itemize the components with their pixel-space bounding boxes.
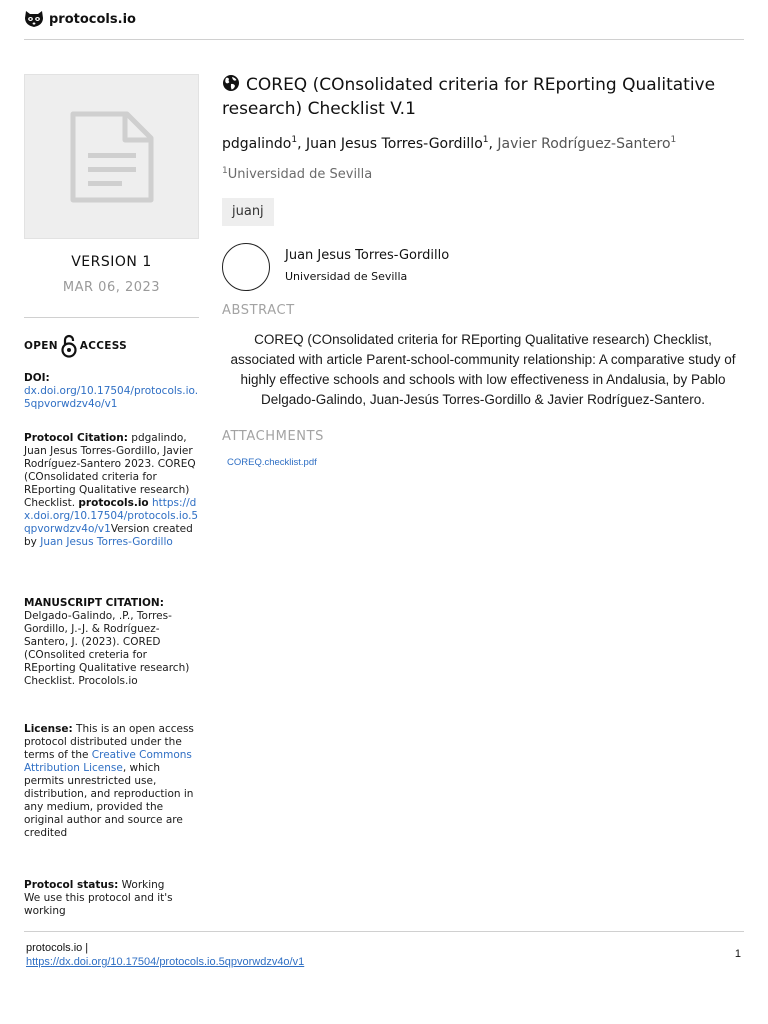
- license-block: [24, 723, 199, 840]
- status-value: Working: [118, 879, 165, 891]
- author-list: pdgalindo$^1$, Juan Jesus Torres-Gordillo$^1$, Javier Rodríguez-Santero$^1$: [222, 135, 677, 152]
- raccoon-logo-icon: [24, 10, 44, 28]
- affiliation: [222, 166, 372, 182]
- protocol-title: [222, 73, 752, 121]
- author-card-affiliation: Universidad de Sevilla: [285, 270, 408, 283]
- status-note: We use this protocol and it's working: [24, 892, 173, 917]
- author-name[interactable]: Javier Rodríguez-Santero: [497, 136, 671, 152]
- footer-doi-link[interactable]: https://dx.doi.org/10.17504/protocols.io.5qpvorwdzv4o/v1: [26, 956, 305, 968]
- protocol-title-text: COREQ (COnsolidated criteria for REporting Qualitative research) Checklist V.1: [222, 75, 716, 119]
- attachments-heading: ATTACHMENTS: [222, 429, 324, 444]
- doi-label: DOI:: [24, 372, 50, 384]
- brand-header: [24, 8, 136, 30]
- doi-block: [24, 372, 199, 411]
- open-lock-icon: [61, 334, 77, 358]
- abstract-heading: ABSTRACT: [222, 303, 295, 318]
- author-card-name[interactable]: Juan Jesus Torres-Gordillo: [285, 248, 450, 263]
- doi-link[interactable]: dx.doi.org/10.17504/protocols.io.5qpvorwdzv4o/v1: [24, 385, 199, 410]
- protocol-status-block: [24, 879, 199, 918]
- left-divider: [24, 317, 199, 318]
- author-name[interactable]: Juan Jesus Torres-Gordillo: [305, 136, 483, 152]
- license-text-after: , which permits unrestricted use, distribution, and reproduction in any medium, provided the original author and source are credited: [24, 762, 194, 839]
- brand-name[interactable]: protocols.io: [49, 11, 136, 27]
- abstract-text: COREQ (COnsolidated criteria for REporting Qualitative research) Checklist, associated with article Parent-school-community relationship: A comparative study of highly effective schools and schools with low effectiveness in Andalusia, by Pablo Delgado-Galindo, Juan-Jesús Torres-Gordillo & Javier Rodríguez-Santero.: [230, 332, 736, 407]
- manuscript-text: Delgado-Galindo, .P., Torres-Gordillo, J.-J. & Rodríguez-Santero, J. (2023). CORED (COnsolited creteria for REporting Qualitative research) Checklist. Procolols.io: [24, 610, 190, 687]
- citation-link[interactable]: https://dx.doi.org/10.17504/protocols.io.5qpvorwdzv4o/v1: [24, 497, 199, 535]
- footer-source-label: protocols.io |: [26, 942, 89, 954]
- license-text-before: This is an open access protocol distributed under the terms of the: [24, 723, 194, 761]
- affiliation-mark: 1: [222, 166, 228, 176]
- citation-label: Protocol Citation:: [24, 432, 128, 444]
- attachment-link[interactable]: COREQ.checklist.pdf: [227, 457, 317, 468]
- globe-icon: [222, 74, 240, 92]
- author-name[interactable]: pdgalindo: [222, 136, 292, 152]
- document-icon: [70, 111, 154, 203]
- open-access-badge: [24, 334, 127, 358]
- footer-divider: [24, 931, 744, 932]
- citation-author-link[interactable]: Juan Jesus Torres-Gordillo: [40, 536, 173, 548]
- author-affiliation-mark: 1: [670, 135, 677, 145]
- avatar: [222, 243, 270, 291]
- publish-date: MAR 06, 2023: [62, 280, 161, 295]
- affiliation-name: Universidad de Sevilla: [227, 167, 373, 182]
- footer-source: [26, 941, 304, 969]
- status-label: Protocol status:: [24, 879, 119, 891]
- citation-created-prefix: Version created by: [24, 523, 193, 548]
- citation-source: protocols.io: [78, 497, 149, 509]
- manuscript-label: MANUSCRIPT CITATION:: [24, 597, 164, 609]
- author-affiliation-mark: 1: [291, 135, 298, 145]
- author-affiliation-mark: 1: [482, 135, 489, 145]
- protocol-thumbnail: [24, 74, 199, 239]
- manuscript-citation-block: [24, 597, 199, 688]
- version-label: VERSION 1: [71, 254, 152, 270]
- protocol-citation-block: [24, 432, 199, 549]
- header-divider: [24, 39, 744, 40]
- citation-text: pdgalindo, Juan Jesus Torres-Gordillo, Javier Rodríguez-Santero 2023. COREQ (COnsolidated criteria for REporting Qualitative research) Checklist.: [24, 432, 196, 509]
- license-link[interactable]: Creative Commons Attribution License: [24, 749, 192, 774]
- license-label: License:: [24, 723, 73, 735]
- keyword-tag[interactable]: juanj: [222, 198, 274, 226]
- page-number: 1: [734, 948, 741, 960]
- open-access-left: OPEN: [24, 340, 58, 352]
- open-access-right: ACCESS: [79, 340, 127, 352]
